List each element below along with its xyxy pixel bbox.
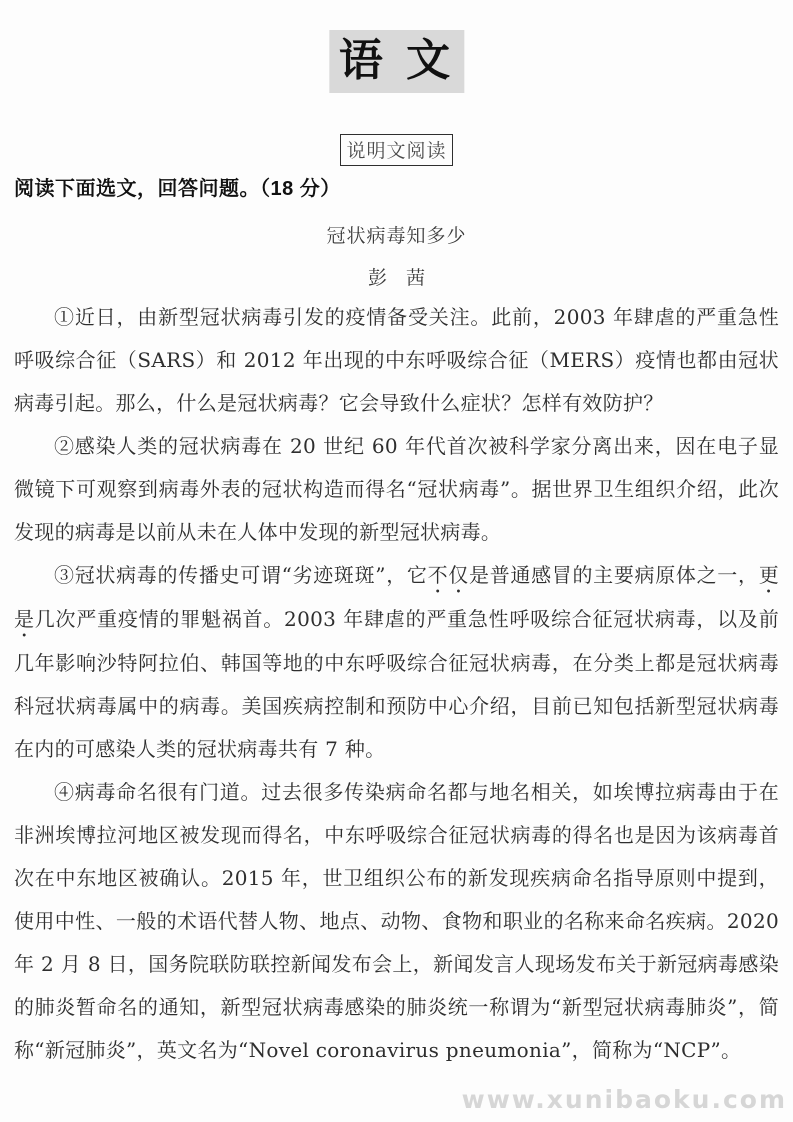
emphasized-text: 不仅 xyxy=(427,563,469,587)
essay-body xyxy=(14,296,779,1072)
paragraph-text: ④病毒命名很有门道。过去很多传染病命名都与地名相关，如埃博拉病毒由于在非洲埃博拉河地区被发现而得名，中东呼吸综合征冠状病毒的得名也是因为该病毒首次在中东地区被确认。2015 年，世卫组织公布的新发现疾病命名指导原则中提到，使用中性、一般的术语代替人物、地点、动物、食物和职业的名称来命名疾病。2020 年 2 月 8 日，国务院联防联控新闻发布会上，新闻发言人现场发布关于新冠病毒感染的肺炎暂命名的通知，新型冠状病毒感染的肺炎统一称谓为“新型冠状病毒肺炎”，简称“新冠肺炎”，英文名为“Novel coronavirus pneumonia”，简称为“NCP”。 xyxy=(14,780,779,1062)
paragraph-text: 几次严重疫情的罪魁祸首。2003 年肆虐的严重急性呼吸综合征冠状病毒，以及前几年影响沙特阿拉伯、韩国等地的中东呼吸综合征冠状病毒，在分类上都是冠状病毒科冠状病毒属中的病毒。美国疾病控制和预防中心介绍，目前已知包括新型冠状病毒在内的可感染人类的冠状病毒共有 7 种。 xyxy=(14,607,779,761)
subject-title: 语 文 xyxy=(338,35,455,86)
paragraph-text: ②感染人类的冠状病毒在 20 世纪 60 年代首次被科学家分离出来，因在电子显微镜下可观察到病毒外表的冠状构造而得名“冠状病毒”。据世界卫生组织介绍，此次发现的病毒是以前从未在人体中发现的新型冠状病毒。 xyxy=(14,434,779,544)
essay-paragraph xyxy=(14,771,779,1072)
section-label-box: 说明文阅读 xyxy=(340,134,452,166)
paragraph-text: 是普通感冒的主要病原体之一， xyxy=(469,563,759,587)
paragraph-text: ①近日，由新型冠状病毒引发的疫情备受关注。此前，2003 年肆虐的严重急性呼吸综合征（SARS）和 2012 年出现的中东呼吸综合征（MERS）疫情也都由冠状病毒引起。那么，什么是冠状病毒？它会导致什么症状？怎样有效防护？ xyxy=(14,305,779,415)
essay-author: 彭 茜 xyxy=(367,267,425,289)
paragraph-text: ③冠状病毒的传播史可谓“劣迹斑斑”，它 xyxy=(54,563,428,587)
essay-paragraph xyxy=(14,554,779,771)
essay-title: 冠状病毒知多少 xyxy=(326,225,467,247)
subject-title-plate xyxy=(329,30,464,93)
emphasized-text: 更是 xyxy=(14,563,779,631)
essay-paragraph xyxy=(14,425,779,554)
section-label-row xyxy=(0,134,793,166)
instruction-line: 阅读下面选文，回答问题。（18 分） xyxy=(14,178,341,200)
watermark: www.xunibaoku.com xyxy=(461,1085,787,1114)
essay-paragraph xyxy=(14,296,779,425)
